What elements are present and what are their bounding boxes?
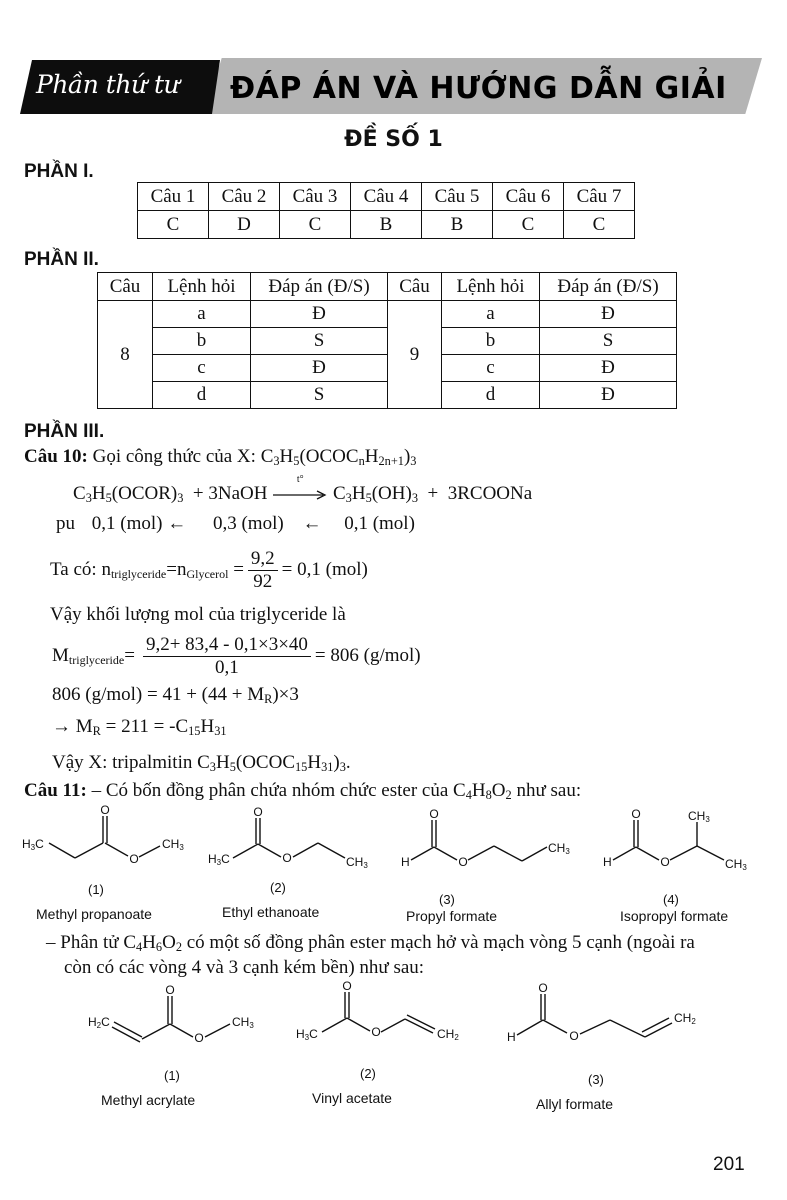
svg-text:CH3: CH3 (548, 841, 570, 856)
molar-mass-line: $M_{triglyceride}$ = $\frac{9,2+ 83,4 - 0,1\times 3\times 40}{0,1}$ = 806 (g/mol) (52, 633, 421, 678)
table-row (98, 355, 677, 382)
svg-text:H3C: H3C (208, 852, 230, 867)
answer-cell: S (251, 382, 388, 409)
condition-label: t° (296, 474, 304, 485)
molar-mass-result: = 806 (g/mol) (314, 645, 421, 666)
denominator: 0,1 (215, 656, 239, 678)
reactant-triglyceride: $C_3H_5(OCOR)_3$ (73, 483, 184, 505)
q11-intro: – Có bốn đồng phân chứa nhóm chức ester của C (91, 780, 466, 801)
table-header-cell: Câu (98, 273, 153, 301)
svg-text:CH3: CH3 (725, 857, 747, 872)
q10-intro: Gọi công thức của X: (92, 446, 261, 467)
q11-intro-suffix: như sau: (511, 780, 582, 801)
isomer-name: Ethyl ethanoate (222, 904, 320, 920)
page-title: ĐÁP ÁN VÀ HƯỚNG DẪN GIẢI (230, 71, 727, 106)
left-arrow-icon: ← (302, 513, 322, 534)
pu-value: 0,1 (mol) ← (91, 513, 187, 534)
isomer-index: (2) (270, 880, 286, 895)
numerator: 9,2+ 83,4 - 0,1×3×40 (143, 634, 311, 657)
svg-text:O: O (282, 851, 292, 865)
part3-heading: PHẦN III. (24, 421, 105, 442)
m-sub: triglyceride (68, 653, 125, 667)
svg-text:O: O (458, 855, 468, 869)
svg-text:O: O (631, 807, 641, 821)
conclusion-prefix: Vậy X: tripalmitin C (52, 752, 210, 773)
page-number: 201 (713, 1154, 745, 1175)
svg-text:CH3: CH3 (688, 809, 710, 824)
reaction-arrow (272, 474, 328, 505)
isomer-name: Isopropyl formate (620, 908, 729, 924)
answer-cell: C (493, 211, 564, 239)
svg-text:O: O (194, 1031, 204, 1045)
taco-line: Ta có: $n_{triglyceride}$ = $n_{Glycerol}$ = $\frac{9,2}{92}$ = 0,1 (mol) (50, 547, 368, 592)
svg-text:O: O (165, 983, 175, 997)
svg-text:O: O (660, 855, 670, 869)
structure-methyl-acrylate (112, 996, 230, 1042)
table-header-cell: Câu 5 (422, 183, 493, 211)
svg-text:H: H (603, 855, 612, 869)
svg-text:CH3: CH3 (346, 855, 368, 870)
table-row (98, 301, 677, 328)
answer-cell: Đ (251, 301, 388, 328)
isomer-name: Methyl acrylate (101, 1092, 196, 1108)
n-glycerol-sub: Glycerol (186, 567, 229, 581)
structure-allyl-formate (517, 994, 672, 1037)
svg-text:CH2: CH2 (437, 1027, 459, 1042)
svg-text:O: O (429, 807, 439, 821)
svg-text:O: O (100, 803, 110, 817)
question-number-cell: 9 (388, 301, 442, 409)
plus-sign: + (192, 483, 204, 504)
answer-cell: Đ (540, 355, 677, 382)
isomer-name: Allyl formate (536, 1096, 614, 1112)
isomer-index: (2) (360, 1066, 376, 1081)
table-header-cell: Lệnh hỏi (442, 273, 540, 301)
item-cell: c (442, 355, 540, 382)
isomer-index: (1) (88, 882, 104, 897)
svg-text:O: O (371, 1025, 381, 1039)
svg-text:O: O (253, 805, 263, 819)
para2-b: có một số đồng phân ester mạch hở và mạch vòng 5 cạnh (ngoài ra (181, 932, 695, 953)
isomer-name: Methyl propanoate (36, 906, 152, 922)
answer-cell: C (138, 211, 209, 239)
svg-text:H: H (401, 855, 410, 869)
part1-heading: PHẦN I. (24, 161, 94, 182)
svg-text:CH2: CH2 (674, 1011, 696, 1026)
isomer-name: Propyl formate (406, 908, 498, 924)
table-header-cell: Đáp án (Đ/S) (540, 273, 677, 301)
product-soap: 3RCOONa (447, 483, 533, 504)
item-cell: a (153, 301, 251, 328)
svg-text:H: H (507, 1030, 516, 1044)
table-row (98, 328, 677, 355)
svg-text:O: O (342, 980, 352, 993)
table-row (98, 382, 677, 409)
svg-text:CH3: CH3 (162, 837, 184, 852)
svg-text:O: O (538, 981, 548, 995)
product-glycerol: $C_3H_5(OH)_3$ (332, 483, 419, 505)
structure-methyl-propanoate (49, 816, 160, 858)
pu-value: 0,1 (mol) (344, 513, 415, 534)
taco-prefix: Ta có: (50, 559, 97, 580)
plus-sign: + (427, 483, 439, 504)
fraction (248, 548, 278, 593)
reaction-equation (73, 474, 533, 505)
svg-text:O: O (129, 852, 139, 866)
answer-cell: D (209, 211, 280, 239)
table-header-cell: Câu 2 (209, 183, 280, 211)
answer-cell: S (540, 328, 677, 355)
isomer-index: (4) (663, 892, 679, 907)
structure-propyl-formate (411, 820, 547, 861)
table-header-cell: Câu 1 (138, 183, 209, 211)
atom-h3c: H3C (22, 837, 44, 852)
answer-cell: B (351, 211, 422, 239)
taco-result: = 0,1 (mol) (281, 559, 368, 580)
table-header-cell: Câu 3 (280, 183, 351, 211)
svg-text:H2C: H2C (88, 1015, 110, 1030)
table-header-cell: Câu 6 (493, 183, 564, 211)
n-triglyceride-sub: triglyceride (110, 567, 167, 581)
item-cell: b (442, 328, 540, 355)
section-label: Phần thứ tư (36, 70, 180, 99)
isomer-name: Vinyl acetate (312, 1090, 392, 1106)
exam-subtitle: ĐỀ SỐ 1 (344, 127, 443, 152)
part2-answer-table (97, 272, 677, 409)
eq2-tail: )×3 (272, 684, 299, 705)
c4h6o2-structures (0, 980, 787, 1090)
item-cell: c (153, 355, 251, 382)
item-cell: a (442, 301, 540, 328)
numerator: 9,2 (248, 548, 278, 571)
conclusion-line: Vậy X: tripalmitin $C_3H_5(OCOC_{15}H_{31})_3$. (52, 752, 351, 774)
answer-cell: S (251, 328, 388, 355)
para2-a: – Phân tử C (46, 932, 136, 953)
svg-text:H3C: H3C (296, 1027, 318, 1042)
q11-para2-line1: – Phân tử $C_4H_6O_2$ có một số đồng phân ester mạch hở và mạch vòng 5 cạnh (ngoài ra (46, 932, 695, 954)
answer-cell: C (564, 211, 635, 239)
table-header-cell: Câu 4 (351, 183, 422, 211)
right-arrow-icon (273, 489, 327, 501)
pu-label: pu (56, 513, 75, 534)
reactant-naoh: 3NaOH (208, 483, 268, 504)
answer-cell: Đ (540, 382, 677, 409)
table-header-cell: Câu 7 (564, 183, 635, 211)
isomer-index: (1) (164, 1068, 180, 1083)
table-header-cell: Đáp án (Đ/S) (251, 273, 388, 301)
denominator: 92 (253, 570, 273, 592)
conclusion-suffix: . (345, 752, 351, 773)
isomer-index: (3) (439, 892, 455, 907)
part1-answer-table (137, 182, 635, 239)
item-cell: d (442, 382, 540, 409)
equation-line-3: → $M_R = 211 = -C_{15}H_{31}$ (52, 716, 227, 738)
table-header-row (138, 183, 635, 211)
pu-row (56, 513, 415, 535)
answer-cell: Đ (251, 355, 388, 382)
q11-label: Câu 11: (24, 780, 87, 801)
structure-isopropyl-formate (613, 820, 724, 860)
item-cell: d (153, 382, 251, 409)
answer-cell: B (422, 211, 493, 239)
answer-cell: C (280, 211, 351, 239)
fraction (143, 634, 311, 679)
question-number-cell: 8 (98, 301, 153, 409)
table-row (138, 211, 635, 239)
equation-line-2: 806 $(g/mol) = 41 + (44 + M_R)\times 3$ (52, 684, 299, 706)
pu-value: 0,3 (mol) (212, 513, 284, 534)
vay-mol-line: Vậy khối lượng mol của triglyceride là (50, 604, 346, 625)
q11-intro-line: Câu 11: – Có bốn đồng phân chứa nhóm chức ester của $C_4H_8O_2$ như sau: (24, 780, 582, 802)
svg-text:CH3: CH3 (232, 1015, 254, 1030)
item-cell: b (153, 328, 251, 355)
eq3-mid: = 211 = -C (100, 716, 189, 737)
isomer-index: (3) (588, 1072, 604, 1087)
part2-heading: PHẦN II. (24, 249, 99, 270)
svg-text:O: O (569, 1029, 579, 1043)
q10-intro-line (24, 446, 416, 468)
table-header-cell: Câu (388, 273, 442, 301)
q10-label: Câu 10: (24, 446, 88, 467)
eq3-prefix: → M (52, 716, 93, 737)
table-header-cell: Lệnh hỏi (153, 273, 251, 301)
table-header-row (98, 273, 677, 301)
answer-cell: Đ (540, 301, 677, 328)
formula-x: $C_3H_5(OCOC_nH_{2n+1})_3$ (260, 446, 417, 468)
q11-para2-line2: còn có các vòng 4 và 3 cạnh kém bền) như sau: (64, 957, 425, 978)
eq2-text: 806 (g/mol) = 41 + (44 + M (52, 684, 265, 705)
